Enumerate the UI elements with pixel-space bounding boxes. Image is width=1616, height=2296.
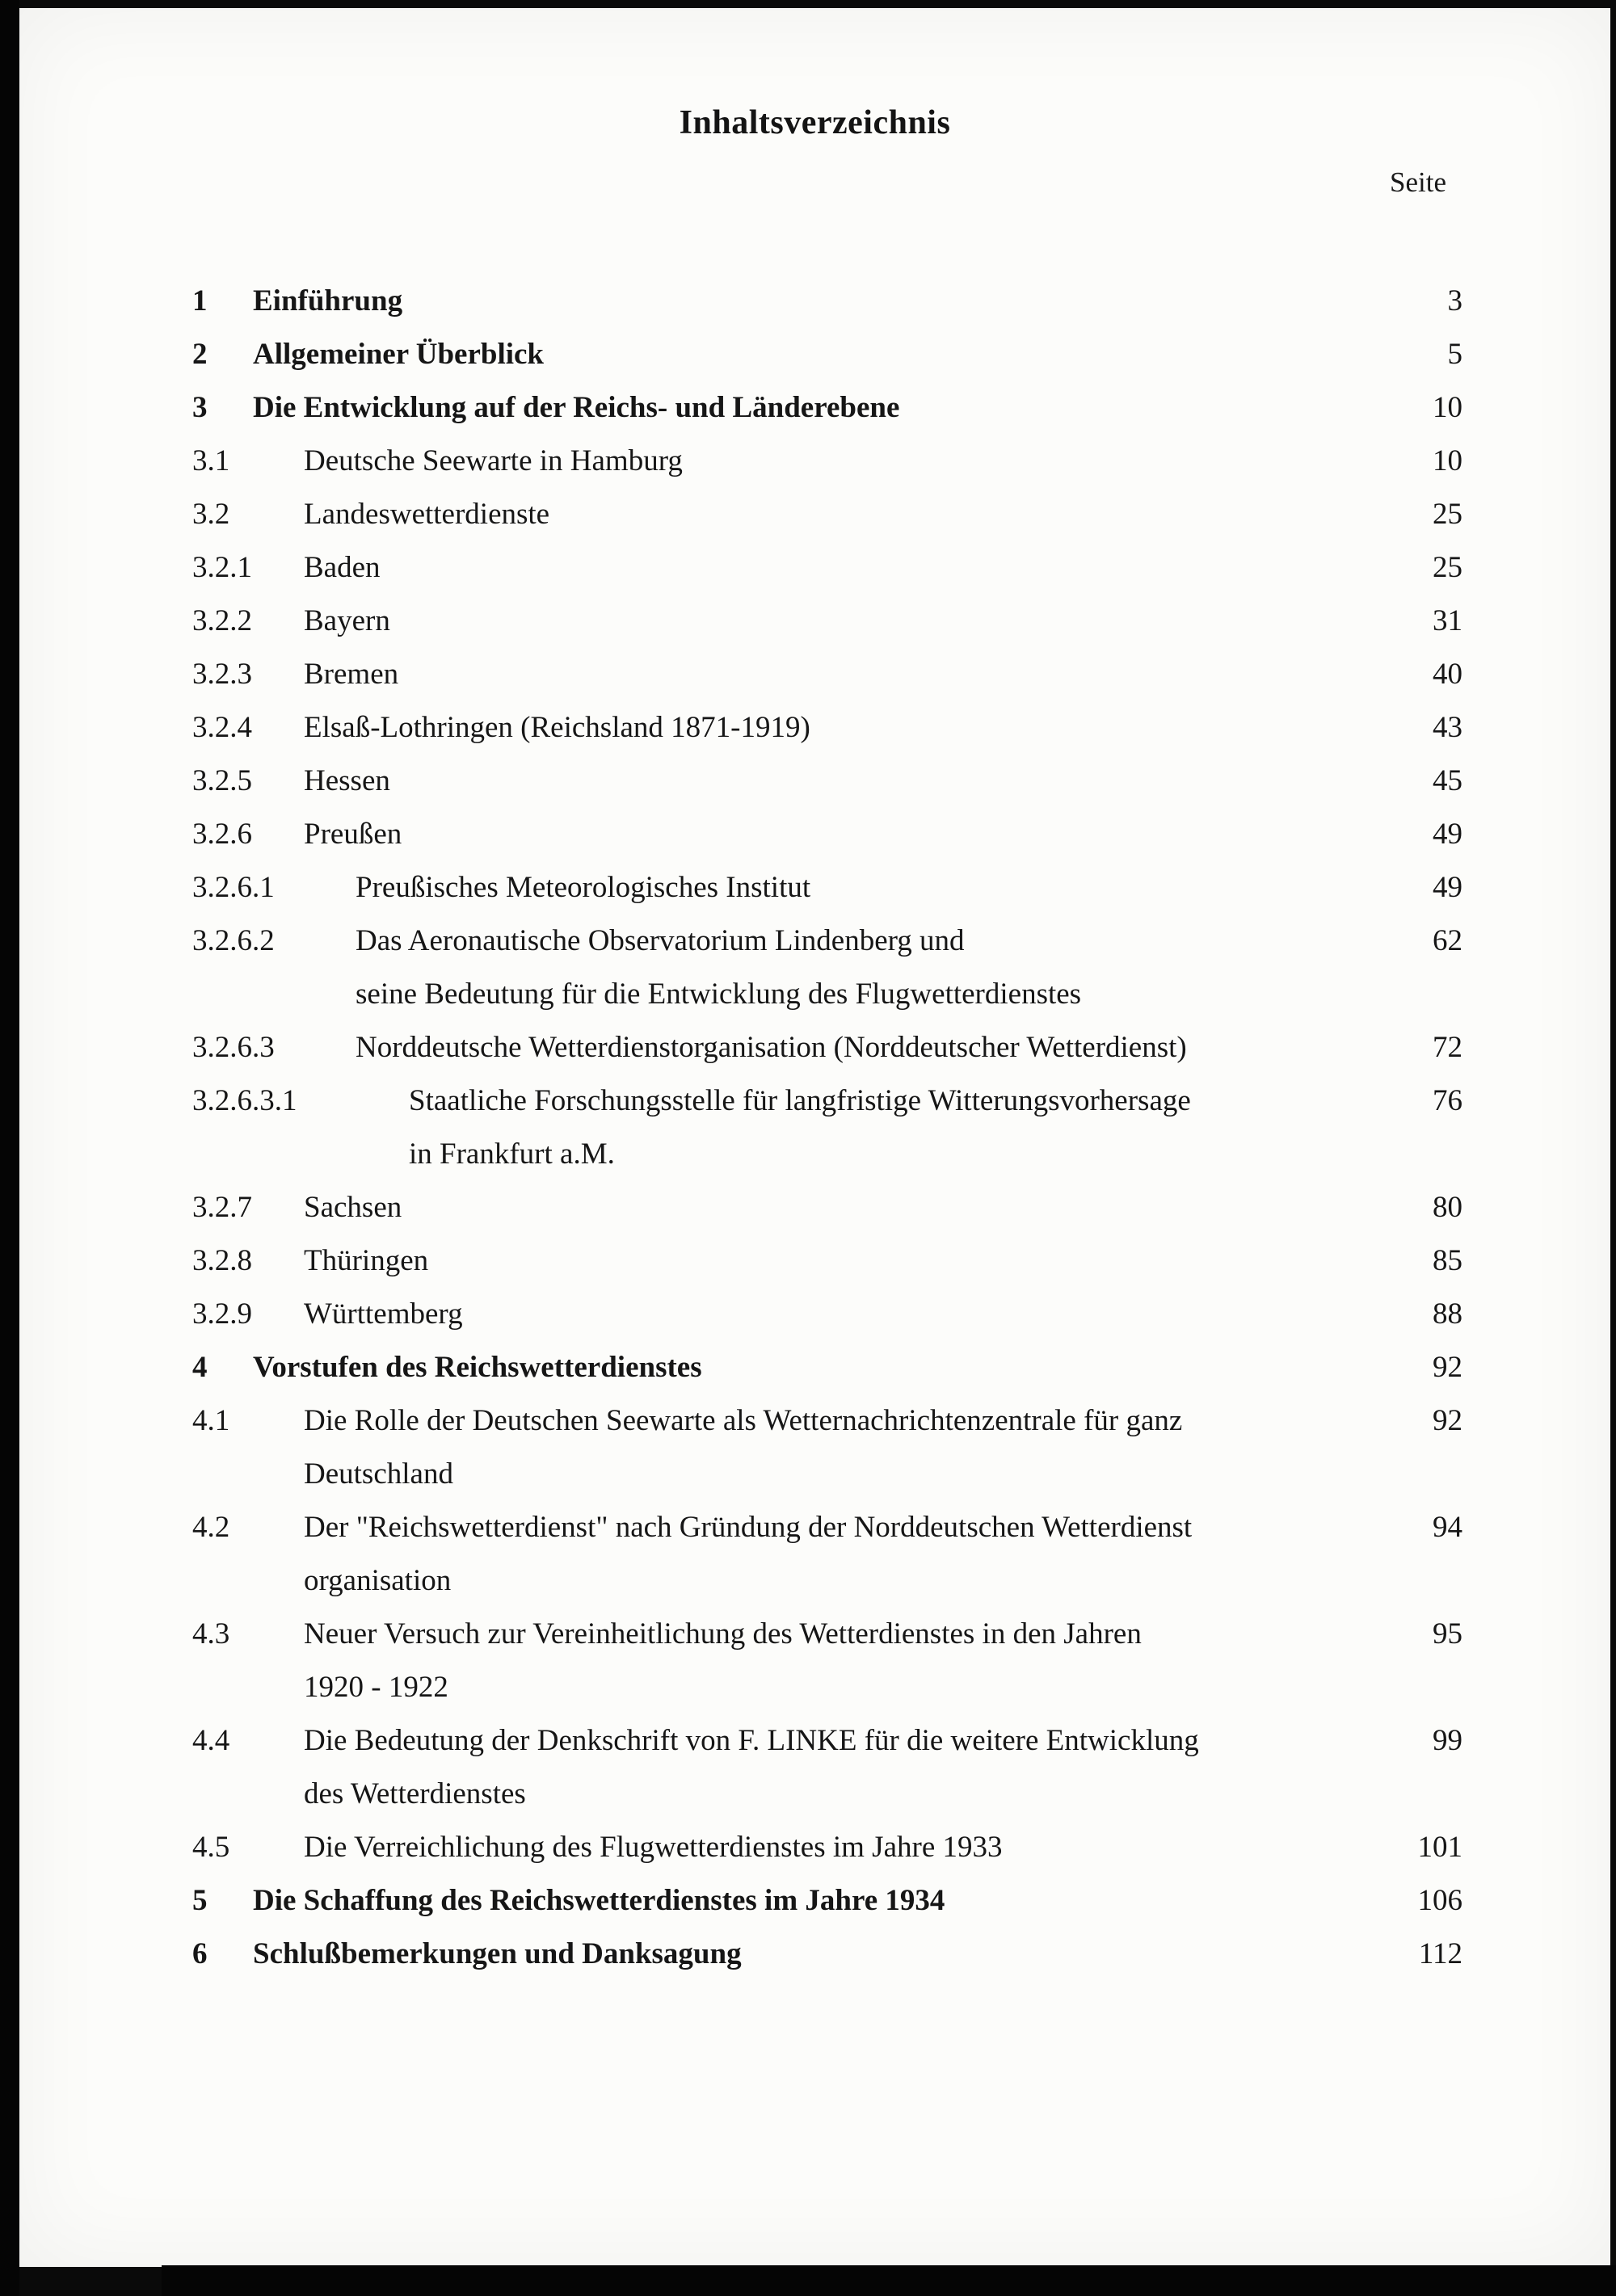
toc-entry-number: 4.1	[192, 1404, 230, 1437]
toc-entry-number: 4	[192, 1351, 208, 1384]
toc-entry-title	[304, 1394, 1390, 1501]
toc-entry-title	[356, 915, 1390, 1021]
toc-entry-number: 4.3	[192, 1617, 230, 1651]
toc-entry-page-number: 25	[1433, 551, 1462, 584]
toc-entry-title-line: Die Rolle der Deutschen Seewarte als Wetternachrichtenzentrale für ganz	[304, 1404, 1183, 1437]
toc-entry-title-line: Staatliche Forschungsstelle für langfristige Witterungsvorhersage	[409, 1084, 1191, 1117]
toc-entry-page-number: 94	[1433, 1511, 1462, 1544]
toc-entry-title-line: Die Verreichlichung des Flugwetterdienstes im Jahre 1933	[304, 1831, 1003, 1864]
toc-entry-title	[253, 275, 1390, 328]
toc-entry-title	[253, 381, 1390, 435]
toc-entry-number: 5	[192, 1884, 208, 1917]
toc-entry-title-continuation: 1920 - 1922	[304, 1671, 448, 1704]
toc-entry-title	[253, 1874, 1390, 1928]
toc-entry	[192, 488, 1462, 541]
toc-entry-title-line: Thüringen	[304, 1244, 429, 1277]
toc-entry	[192, 1181, 1462, 1234]
toc-entry-title	[304, 1181, 1390, 1234]
toc-entry-title-line: Bayern	[304, 604, 390, 637]
toc-entry-title	[253, 1341, 1390, 1394]
toc-entry	[192, 328, 1462, 381]
toc-entry-number: 3	[192, 391, 208, 424]
toc-entry-page-number: 31	[1433, 604, 1462, 637]
toc-entry-number: 3.2.6.3	[192, 1031, 275, 1064]
toc-entry-page-number: 10	[1433, 391, 1462, 424]
toc-entry-number: 3.2	[192, 498, 230, 531]
toc-entry-page-number: 92	[1433, 1351, 1462, 1384]
toc-entry-number: 2	[192, 338, 208, 371]
toc-entry-title	[304, 1288, 1390, 1341]
toc-entry-number: 3.2.7	[192, 1191, 252, 1224]
toc-entry	[192, 1714, 1462, 1821]
toc-entry-title-continuation: in Frankfurt a.M.	[409, 1137, 615, 1171]
page-column-label: Seite	[1390, 166, 1446, 198]
toc-entry	[192, 701, 1462, 755]
toc-entry-title-line: Landeswetterdienste	[304, 498, 550, 531]
table-of-contents	[192, 275, 1462, 1981]
toc-entry-number: 4.2	[192, 1511, 230, 1544]
toc-entry-title	[356, 1021, 1390, 1074]
toc-entry-title	[304, 701, 1390, 755]
toc-entry-title-line: Baden	[304, 551, 381, 584]
toc-entry-title	[304, 648, 1390, 701]
toc-entry	[192, 595, 1462, 648]
toc-entry-title-line: Die Bedeutung der Denkschrift von F. LINKE für die weitere Entwicklung	[304, 1724, 1199, 1757]
toc-entry-page-number: 43	[1433, 711, 1462, 744]
toc-entry-title-line: Neuer Versuch zur Vereinheitlichung des Wetterdienstes in den Jahren	[304, 1617, 1142, 1651]
toc-entry-page-number: 80	[1433, 1191, 1462, 1224]
toc-entry-number: 3.2.1	[192, 551, 252, 584]
toc-entry-title	[304, 541, 1390, 595]
toc-entry-title-line: Einführung	[253, 284, 403, 317]
toc-entry	[192, 435, 1462, 488]
toc-entry-title	[304, 808, 1390, 861]
scan-left-border	[0, 0, 19, 2296]
toc-entry-page-number: 62	[1433, 924, 1462, 957]
toc-entry-page-number: 95	[1433, 1617, 1462, 1651]
toc-entry	[192, 755, 1462, 808]
toc-entry	[192, 1234, 1462, 1288]
toc-entry	[192, 915, 1462, 1021]
toc-entry	[192, 1341, 1462, 1394]
toc-entry-number: 3.2.6	[192, 818, 252, 851]
toc-entry-number: 3.2.9	[192, 1297, 252, 1331]
toc-entry-page-number: 76	[1433, 1084, 1462, 1117]
toc-entry	[192, 1074, 1462, 1181]
toc-entry-number: 3.2.3	[192, 658, 252, 691]
toc-entry-number: 3.2.8	[192, 1244, 252, 1277]
toc-entry-title-line: Bremen	[304, 658, 399, 691]
toc-entry-number: 3.2.2	[192, 604, 252, 637]
toc-entry-title	[304, 755, 1390, 808]
toc-entry-number: 4.4	[192, 1724, 230, 1757]
toc-entry-title	[356, 861, 1390, 915]
toc-entry-page-number: 3	[1447, 284, 1462, 317]
toc-entry-title	[304, 595, 1390, 648]
toc-entry	[192, 1288, 1462, 1341]
toc-entry-title-continuation: des Wetterdienstes	[304, 1777, 526, 1810]
toc-entry-page-number: 49	[1433, 818, 1462, 851]
toc-entry	[192, 275, 1462, 328]
toc-entry	[192, 541, 1462, 595]
toc-entry-title-line: Württemberg	[304, 1297, 463, 1331]
toc-entry-page-number: 40	[1433, 658, 1462, 691]
toc-entry-page-number: 99	[1433, 1724, 1462, 1757]
toc-entry-title-line: Die Schaffung des Reichswetterdienstes im Jahre 1934	[253, 1884, 945, 1917]
toc-entry	[192, 1021, 1462, 1074]
toc-entry	[192, 648, 1462, 701]
toc-entry	[192, 1874, 1462, 1928]
toc-entry-title-line: Das Aeronautische Observatorium Lindenberg und	[356, 924, 965, 957]
page	[19, 8, 1610, 2267]
toc-entry-title-line: Vorstufen des Reichswetterdienstes	[253, 1351, 702, 1384]
toc-entry-page-number: 88	[1433, 1297, 1462, 1331]
toc-entry	[192, 1928, 1462, 1981]
page-title: Inhaltsverzeichnis	[679, 104, 951, 141]
toc-entry-title	[304, 1714, 1390, 1821]
toc-entry-title-line: Sachsen	[304, 1191, 402, 1224]
toc-entry	[192, 1821, 1462, 1874]
toc-entry-number: 3.2.4	[192, 711, 252, 744]
toc-entry	[192, 861, 1462, 915]
toc-entry-page-number: 49	[1433, 871, 1462, 904]
toc-entry-title	[253, 1928, 1390, 1981]
toc-entry-page-number: 72	[1433, 1031, 1462, 1064]
toc-entry-number: 3.2.5	[192, 764, 252, 797]
toc-entry-page-number: 106	[1417, 1884, 1462, 1917]
toc-entry-page-number: 10	[1433, 444, 1462, 477]
toc-entry-title	[304, 1821, 1390, 1874]
toc-entry-title	[253, 328, 1390, 381]
toc-entry-page-number: 101	[1417, 1831, 1462, 1864]
toc-entry-title-line: Schlußbemerkungen und Danksagung	[253, 1937, 742, 1970]
toc-entry-title	[409, 1074, 1390, 1181]
toc-entry-title-line: Die Entwicklung auf der Reichs- und Länderebene	[253, 391, 900, 424]
toc-entry-page-number: 25	[1433, 498, 1462, 531]
toc-entry	[192, 808, 1462, 861]
toc-entry	[192, 1608, 1462, 1714]
toc-entry-title-line: Preußen	[304, 818, 402, 851]
toc-entry-title	[304, 435, 1390, 488]
toc-entry-title-line: Allgemeiner Überblick	[253, 338, 545, 371]
toc-entry-title-line: Der "Reichswetterdienst" nach Gründung der Norddeutschen Wetterdienst	[304, 1511, 1193, 1544]
toc-entry-number: 3.1	[192, 444, 230, 477]
toc-entry-number: 4.5	[192, 1831, 230, 1864]
toc-entry-title-line: Elsaß-Lothringen (Reichsland 1871-1919)	[304, 711, 810, 744]
toc-entry	[192, 1394, 1462, 1501]
toc-entry-title	[304, 488, 1390, 541]
toc-entry-title-line: Preußisches Meteorologisches Institut	[356, 871, 811, 904]
toc-entry-number: 6	[192, 1937, 208, 1970]
toc-entry-number: 1	[192, 284, 208, 317]
toc-entry-number: 3.2.6.1	[192, 871, 275, 904]
toc-entry-page-number: 85	[1433, 1244, 1462, 1277]
toc-entry-title-line: Deutsche Seewarte in Hamburg	[304, 444, 683, 477]
toc-entry-page-number: 92	[1433, 1404, 1462, 1437]
toc-entry-page-number: 45	[1433, 764, 1462, 797]
toc-entry-number: 3.2.6.3.1	[192, 1084, 297, 1117]
toc-entry-number: 3.2.6.2	[192, 924, 275, 957]
toc-entry-title-line: Hessen	[304, 764, 390, 797]
toc-entry	[192, 1501, 1462, 1608]
toc-entry-title	[304, 1501, 1390, 1608]
toc-entry-title	[304, 1234, 1390, 1288]
toc-entry-title-continuation: seine Bedeutung für die Entwicklung des Flugwetterdienstes	[356, 978, 1082, 1011]
toc-entry-page-number: 5	[1447, 338, 1462, 371]
toc-entry-title-continuation: organisation	[304, 1564, 452, 1597]
toc-entry-title	[304, 1608, 1390, 1714]
toc-entry	[192, 381, 1462, 435]
toc-entry-title-line: Norddeutsche Wetterdienstorganisation (Norddeutscher Wetterdienst)	[356, 1031, 1187, 1064]
toc-entry-title-continuation: Deutschland	[304, 1457, 453, 1491]
toc-entry-page-number: 112	[1418, 1937, 1462, 1970]
scan-bottom-border	[162, 2265, 1616, 2296]
